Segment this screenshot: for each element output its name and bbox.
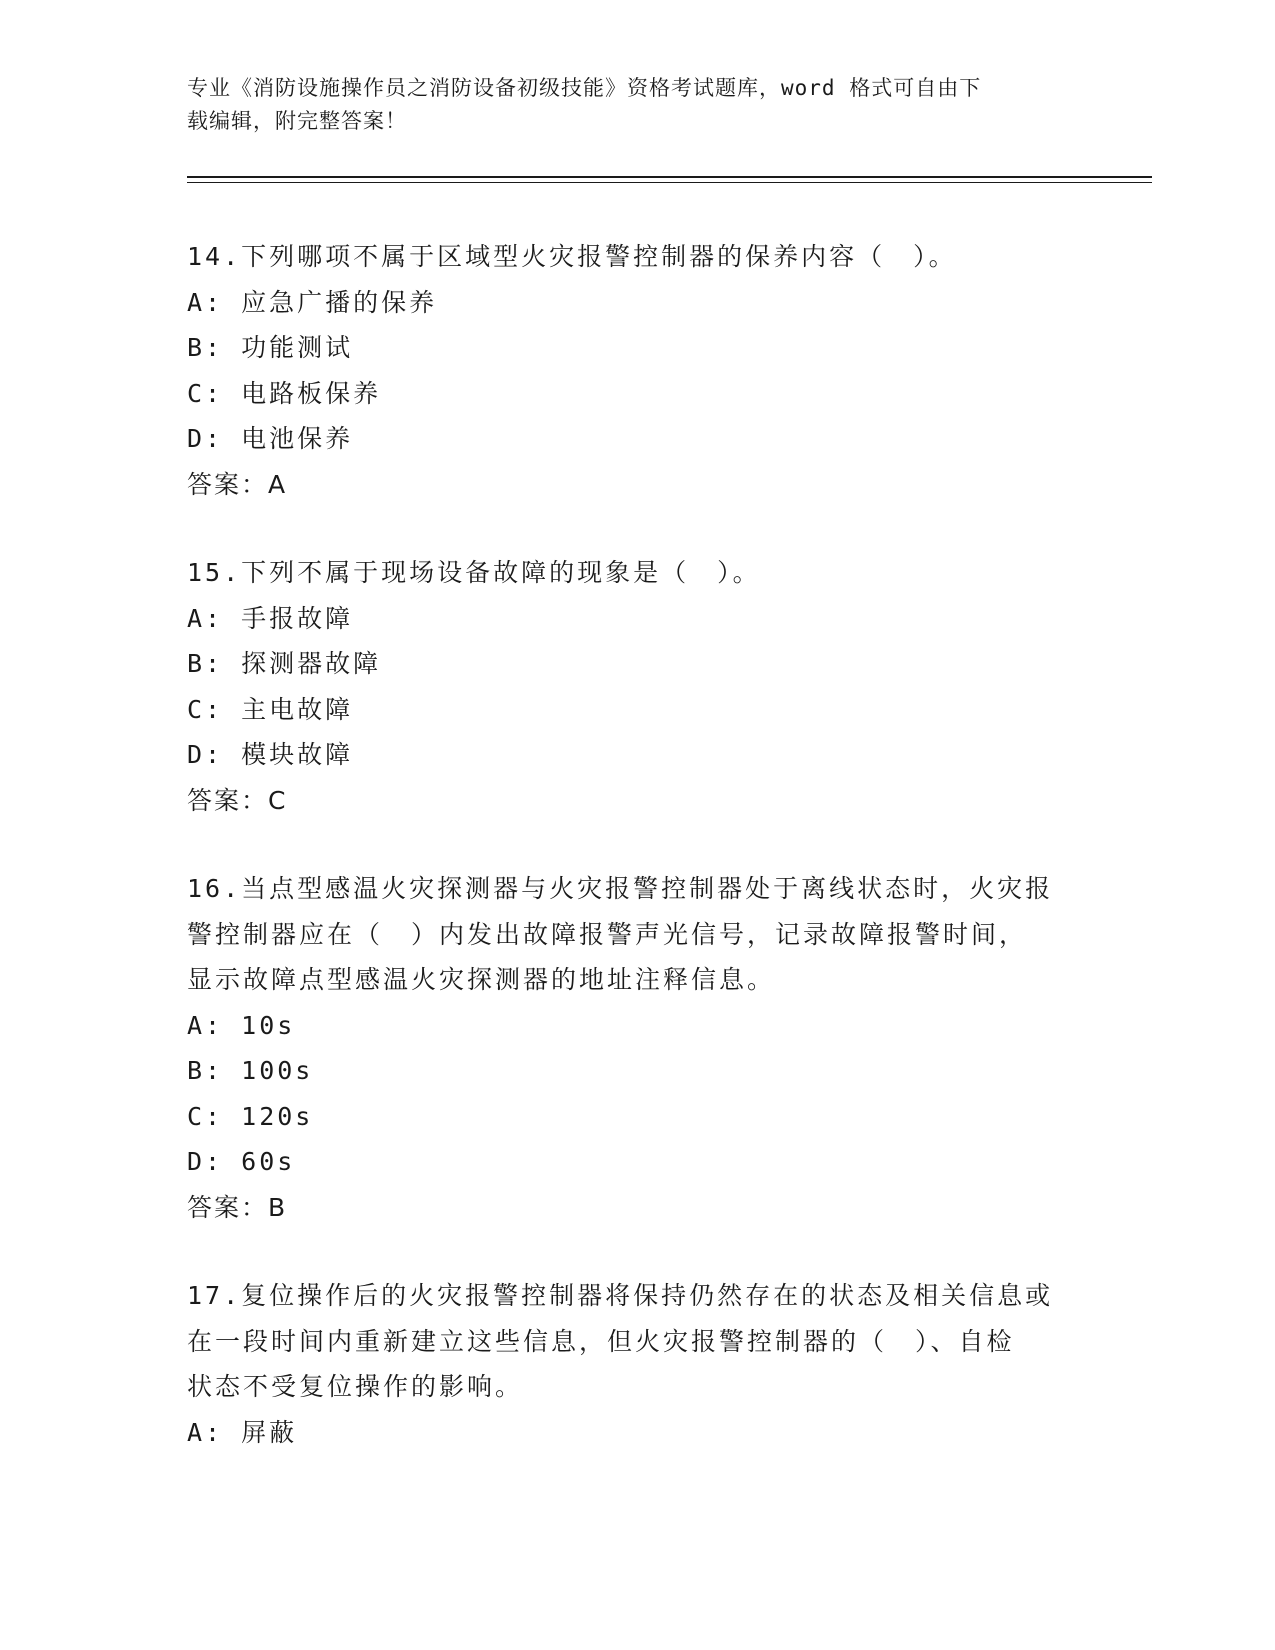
answer: 答案：A [187, 469, 288, 499]
option-c: C: 120s [187, 1101, 314, 1131]
option-b: B: 功能测试 [187, 333, 354, 362]
question-16 [187, 866, 1087, 1230]
question-list [187, 234, 1087, 1498]
option-d: D: 电池保养 [187, 424, 354, 453]
question-14 [187, 234, 1087, 507]
question-text: 16.当点型感温火灾探测器与火灾报警控制器处于离线状态时，火灾报 警控制器应在（ ）内发出故障报警声光信号，记录故障报警时间， 显示故障点型感温火灾探测器的地址注释信息。 [187, 874, 1054, 994]
option-a: A: 应急广播的保养 [187, 287, 438, 317]
answer: 答案：B [187, 1192, 288, 1222]
header-rule-thick [187, 176, 1152, 178]
option-a: A: 屏蔽 [187, 1417, 298, 1447]
option-c: C: 主电故障 [187, 694, 354, 724]
option-d: D: 模块故障 [187, 740, 354, 769]
question-text: 17.复位操作后的火灾报警控制器将保持仍然存在的状态及相关信息或 在一段时间内重新建立这些信息，但火灾报警控制器的（ ）、自检 状态不受复位操作的影响。 [187, 1281, 1054, 1401]
option-a: A: 手报故障 [187, 603, 354, 633]
question-text: 14.下列哪项不属于区域型火灾报警控制器的保养内容（ ）。 [187, 242, 957, 271]
option-a: A: 10s [187, 1010, 296, 1040]
answer: 答案：C [187, 785, 288, 815]
option-c: C: 电路板保养 [187, 378, 382, 408]
question-17 [187, 1273, 1087, 1455]
question-15 [187, 550, 1087, 823]
option-b: B: 探测器故障 [187, 649, 382, 678]
document-header: 专业《消防设施操作员之消防设备初级技能》资格考试题库，word 格式可自由下 载编辑，附完整答案！ [187, 76, 982, 133]
option-b: B: 100s [187, 1056, 314, 1085]
option-d: D: 60s [187, 1147, 296, 1176]
question-text: 15.下列不属于现场设备故障的现象是（ ）。 [187, 558, 761, 587]
header-rule-thin [187, 182, 1152, 183]
